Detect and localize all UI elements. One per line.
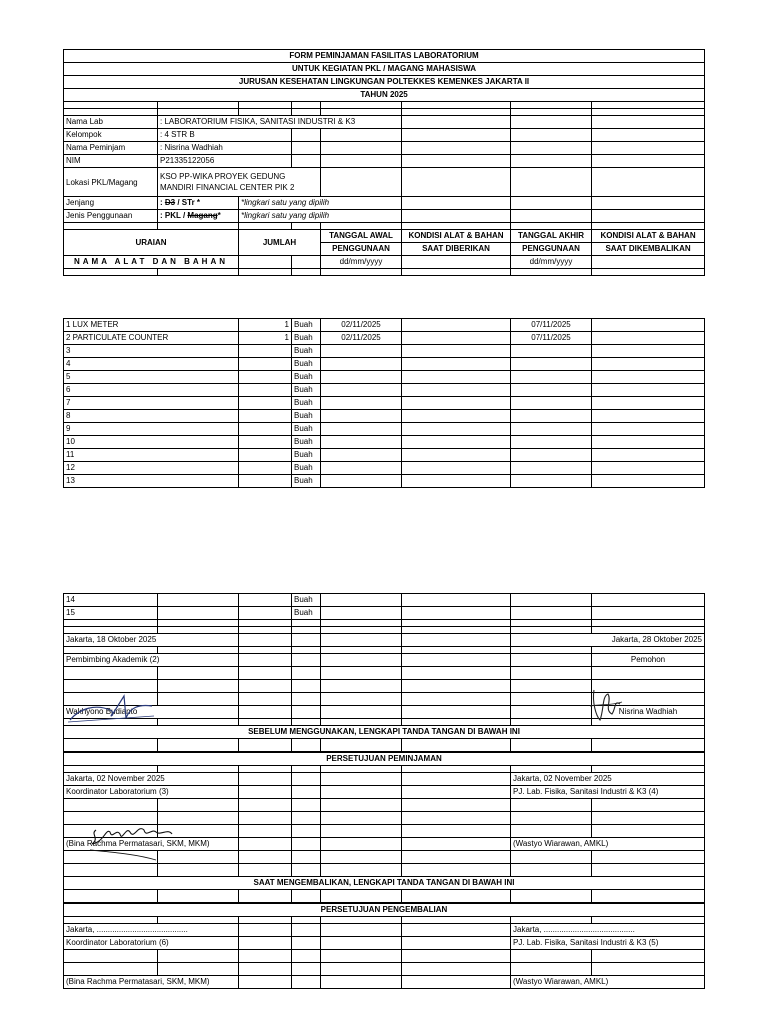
- item-row: [64, 319, 705, 332]
- item-start-date[interactable]: 02/11/2025: [321, 319, 402, 332]
- item-row: [64, 332, 705, 345]
- item-unit: Buah: [292, 358, 321, 371]
- pembimbing-name: Wakhyono Budianto: [64, 706, 239, 719]
- item-condition-returned[interactable]: [592, 436, 705, 449]
- pemohon-name: Nisrina Wadhiah: [592, 706, 705, 719]
- penggunaan-label: Jenis Penggunaan: [64, 210, 158, 223]
- item-end-date[interactable]: [511, 345, 592, 358]
- item-condition-given[interactable]: [402, 319, 511, 332]
- item-start-date[interactable]: [321, 397, 402, 410]
- item-condition-returned[interactable]: [592, 462, 705, 475]
- item-unit: Buah: [292, 475, 321, 488]
- item-start-date[interactable]: [321, 475, 402, 488]
- item-name[interactable]: 6: [64, 384, 239, 397]
- item-name[interactable]: 2 PARTICULATE COUNTER: [64, 332, 239, 345]
- item-start-date[interactable]: 02/11/2025: [321, 332, 402, 345]
- sebelum-heading: SEBELUM MENGGUNAKAN, LENGKAPI TANDA TANGAN DI BAWAH INI: [64, 726, 705, 739]
- item-row: [64, 358, 705, 371]
- item-name[interactable]: 11: [64, 449, 239, 462]
- item-unit: Buah: [292, 345, 321, 358]
- item-unit: Buah: [292, 607, 321, 620]
- uraian-header: URAIAN: [64, 230, 239, 256]
- item-condition-returned[interactable]: [592, 371, 705, 384]
- item-condition-given[interactable]: [402, 594, 511, 607]
- item-qty[interactable]: [239, 449, 292, 462]
- item-condition-given[interactable]: [402, 410, 511, 423]
- item-qty[interactable]: [239, 397, 292, 410]
- tgl-awal-header-1: TANGGAL AWAL: [321, 230, 402, 243]
- item-qty[interactable]: [239, 462, 292, 475]
- item-qty[interactable]: 1: [239, 319, 292, 332]
- item-start-date[interactable]: [321, 607, 402, 620]
- item-condition-returned[interactable]: [592, 594, 705, 607]
- item-name[interactable]: 12: [64, 462, 239, 475]
- nim-label: NIM: [64, 155, 158, 168]
- item-qty[interactable]: [239, 607, 292, 620]
- bina-name-1: (Bina Rachma Permatasari, SKM, MKM): [64, 838, 239, 851]
- item-condition-returned[interactable]: [592, 358, 705, 371]
- item-unit: Buah: [292, 594, 321, 607]
- item-end-date[interactable]: [511, 371, 592, 384]
- item-condition-returned[interactable]: [592, 397, 705, 410]
- form-table-page1: [63, 49, 705, 276]
- item-unit: Buah: [292, 410, 321, 423]
- item-condition-returned[interactable]: [592, 332, 705, 345]
- item-end-date[interactable]: [511, 475, 592, 488]
- item-name[interactable]: 15: [64, 607, 158, 620]
- item-name[interactable]: 14: [64, 594, 158, 607]
- signature-pemohon: [586, 686, 626, 724]
- wastyo-name-1: (Wastyo Wiarawan, AMKL): [511, 838, 705, 851]
- item-unit: Buah: [292, 397, 321, 410]
- item-condition-returned[interactable]: [592, 423, 705, 436]
- nama-peminjam-value[interactable]: : Nisrina Wadhiah: [158, 142, 292, 155]
- kelompok-value[interactable]: : 4 STR B: [158, 129, 292, 142]
- item-row: [64, 475, 705, 488]
- penggunaan-pkl: : PKL /: [160, 211, 188, 220]
- item-row: [64, 462, 705, 475]
- pinjam-date-left: Jakarta, 02 November 2025: [64, 773, 239, 786]
- item-end-date[interactable]: [511, 449, 592, 462]
- form-department: JURUSAN KESEHATAN LINGKUNGAN POLTEKKES KEMENKES JAKARTA II: [64, 76, 705, 89]
- form-table-page2: [63, 593, 705, 989]
- lokasi-line-2: MANDIRI FINANCIAL CENTER PIK 2: [160, 183, 295, 192]
- item-row: [64, 384, 705, 397]
- jenjang-note: *lingkari satu yang dipilih: [239, 197, 402, 210]
- item-row: [64, 436, 705, 449]
- item-name[interactable]: 3: [64, 345, 239, 358]
- signature-pembimbing: [66, 690, 156, 726]
- item-row: [64, 397, 705, 410]
- item-start-date[interactable]: [321, 594, 402, 607]
- item-qty[interactable]: [239, 436, 292, 449]
- item-end-date[interactable]: [511, 358, 592, 371]
- item-start-date[interactable]: [321, 384, 402, 397]
- item-name[interactable]: 9: [64, 423, 239, 436]
- penggunaan-note: *lingkari satu yang dipilih: [239, 210, 402, 223]
- jenjang-label: Jenjang: [64, 197, 158, 210]
- kelompok-label: Kelompok: [64, 129, 158, 142]
- item-start-date[interactable]: [321, 462, 402, 475]
- item-end-date[interactable]: [511, 384, 592, 397]
- item-unit: Buah: [292, 462, 321, 475]
- item-qty[interactable]: [239, 423, 292, 436]
- item-start-date[interactable]: [321, 423, 402, 436]
- pj-5-label: PJ. Lab. Fisika, Sanitasi Industri & K3 (5): [511, 937, 705, 950]
- item-condition-returned[interactable]: [592, 475, 705, 488]
- item-qty[interactable]: [239, 345, 292, 358]
- jenjang-str: / STr *: [175, 198, 201, 207]
- lokasi-value[interactable]: [158, 168, 321, 197]
- item-end-date[interactable]: [511, 462, 592, 475]
- kondisi-kembali-header-1: KONDISI ALAT & BAHAN: [592, 230, 705, 243]
- kondisi-kembali-header-2: SAAT DIKEMBALIKAN: [592, 243, 705, 256]
- item-name[interactable]: 5: [64, 371, 239, 384]
- koordinator-3-label: Koordinator Laboratorium (3): [64, 786, 239, 799]
- form-year: TAHUN 2025: [64, 89, 705, 102]
- item-qty[interactable]: [239, 371, 292, 384]
- item-start-date[interactable]: [321, 345, 402, 358]
- item-end-date[interactable]: [511, 397, 592, 410]
- item-qty[interactable]: [239, 594, 292, 607]
- kondisi-beri-header-1: KONDISI ALAT & BAHAN: [402, 230, 511, 243]
- nama-peminjam-label: Nama Peminjam: [64, 142, 158, 155]
- persetujuan-peminjaman-heading: PERSETUJUAN PEMINJAMAN: [64, 752, 705, 766]
- item-condition-returned[interactable]: [592, 384, 705, 397]
- item-start-date[interactable]: [321, 436, 402, 449]
- saat-kembali-heading: SAAT MENGEMBALIKAN, LENGKAPI TANDA TANGAN DI BAWAH INI: [64, 877, 705, 890]
- form-title: FORM PEMINJAMAN FASILITAS LABORATORIUM: [64, 50, 705, 63]
- item-unit: Buah: [292, 332, 321, 345]
- item-name[interactable]: 8: [64, 410, 239, 423]
- kondisi-beri-header-2: SAAT DIBERIKAN: [402, 243, 511, 256]
- lokasi-line-1: KSO PP-WIKA PROYEK GEDUNG: [160, 172, 286, 181]
- nim-value[interactable]: P21335122056: [158, 155, 292, 168]
- kembali-date-left[interactable]: Jakarta, .........................................: [64, 924, 239, 937]
- item-end-date[interactable]: [511, 594, 592, 607]
- item-name[interactable]: 13: [64, 475, 239, 488]
- lokasi-label: Lokasi PKL/Magang: [64, 168, 158, 197]
- kembali-date-right[interactable]: Jakarta, .........................................: [511, 924, 705, 937]
- item-end-date[interactable]: [511, 607, 592, 620]
- item-condition-given[interactable]: [402, 384, 511, 397]
- item-row: [64, 594, 705, 607]
- signature-koordinator: [86, 820, 178, 864]
- nama-alat-header: NAMA ALAT DAN BAHAN: [64, 256, 239, 269]
- item-start-date[interactable]: [321, 358, 402, 371]
- item-row: [64, 345, 705, 358]
- item-condition-returned[interactable]: [592, 607, 705, 620]
- pemohon-label: Pemohon: [592, 654, 705, 667]
- jumlah-header: JUMLAH: [239, 230, 321, 256]
- koordinator-6-label: Koordinator Laboratorium (6): [64, 937, 239, 950]
- item-row: [64, 449, 705, 462]
- item-name[interactable]: 7: [64, 397, 239, 410]
- item-end-date[interactable]: [511, 410, 592, 423]
- item-row: [64, 607, 705, 620]
- wastyo-name-2: (Wastyo Wiarawan, AMKL): [511, 976, 705, 989]
- item-condition-given[interactable]: [402, 332, 511, 345]
- item-unit: Buah: [292, 384, 321, 397]
- penggunaan-star: *: [217, 211, 221, 220]
- item-condition-given[interactable]: [402, 436, 511, 449]
- item-unit: Buah: [292, 371, 321, 384]
- nama-lab-label: Nama Lab: [64, 116, 158, 129]
- item-qty[interactable]: [239, 475, 292, 488]
- item-qty[interactable]: [239, 384, 292, 397]
- nama-lab-value[interactable]: : LABORATORIUM FISIKA, SANITASI INDUSTRI & K3: [158, 116, 402, 129]
- item-condition-given[interactable]: [402, 371, 511, 384]
- date-format-end: dd/mm/yyyy: [511, 256, 592, 269]
- penggunaan-magang: Magang: [187, 211, 218, 220]
- item-end-date[interactable]: 07/11/2025: [511, 332, 592, 345]
- item-row: [64, 410, 705, 423]
- jenjang-colon: :: [160, 198, 165, 207]
- item-end-date[interactable]: [511, 423, 592, 436]
- item-unit: Buah: [292, 319, 321, 332]
- item-name[interactable]: 10: [64, 436, 239, 449]
- pembimbing-label: Pembimbing Akademik (2): [64, 654, 239, 667]
- item-unit: Buah: [292, 423, 321, 436]
- item-condition-returned[interactable]: [592, 449, 705, 462]
- form-subtitle: UNTUK KEGIATAN PKL / MAGANG MAHASISWA: [64, 63, 705, 76]
- item-condition-returned[interactable]: [592, 410, 705, 423]
- item-condition-returned[interactable]: [592, 319, 705, 332]
- pinjam-date-right: Jakarta, 02 November 2025: [511, 773, 705, 786]
- penggunaan-value[interactable]: [158, 210, 239, 223]
- item-start-date[interactable]: [321, 449, 402, 462]
- item-condition-returned[interactable]: [592, 345, 705, 358]
- item-end-date[interactable]: 07/11/2025: [511, 319, 592, 332]
- item-condition-given[interactable]: [402, 397, 511, 410]
- item-condition-given[interactable]: [402, 462, 511, 475]
- date-right: Jakarta, 28 Oktober 2025: [511, 634, 705, 647]
- jenjang-d3: D3: [164, 198, 176, 207]
- item-name[interactable]: 1 LUX METER: [64, 319, 239, 332]
- date-left: Jakarta, 18 Oktober 2025: [64, 634, 239, 647]
- pj-4-label: PJ. Lab. Fisika, Sanitasi Industri & K3 (4): [511, 786, 705, 799]
- tgl-awal-header-2: PENGGUNAAN: [321, 243, 402, 256]
- item-condition-given[interactable]: [402, 358, 511, 371]
- tgl-akhir-header-2: PENGGUNAAN: [511, 243, 592, 256]
- date-format-start: dd/mm/yyyy: [321, 256, 402, 269]
- item-unit: Buah: [292, 436, 321, 449]
- item-start-date[interactable]: [321, 410, 402, 423]
- jenjang-value[interactable]: [158, 197, 239, 210]
- item-row: [64, 423, 705, 436]
- bina-name-2: (Bina Rachma Permatasari, SKM, MKM): [64, 976, 239, 989]
- tgl-akhir-header-1: TANGGAL AKHIR: [511, 230, 592, 243]
- item-row: [64, 371, 705, 384]
- item-qty[interactable]: 1: [239, 332, 292, 345]
- item-qty[interactable]: [239, 358, 292, 371]
- item-end-date[interactable]: [511, 436, 592, 449]
- item-condition-given[interactable]: [402, 345, 511, 358]
- item-name[interactable]: 4: [64, 358, 239, 371]
- item-qty[interactable]: [239, 410, 292, 423]
- item-unit: Buah: [292, 449, 321, 462]
- persetujuan-pengembalian-heading: PERSETUJUAN PENGEMBALIAN: [64, 903, 705, 917]
- items-table: [63, 318, 705, 488]
- item-start-date[interactable]: [321, 371, 402, 384]
- item-condition-given[interactable]: [402, 423, 511, 436]
- item-condition-given[interactable]: [402, 449, 511, 462]
- item-condition-given[interactable]: [402, 475, 511, 488]
- item-condition-given[interactable]: [402, 607, 511, 620]
